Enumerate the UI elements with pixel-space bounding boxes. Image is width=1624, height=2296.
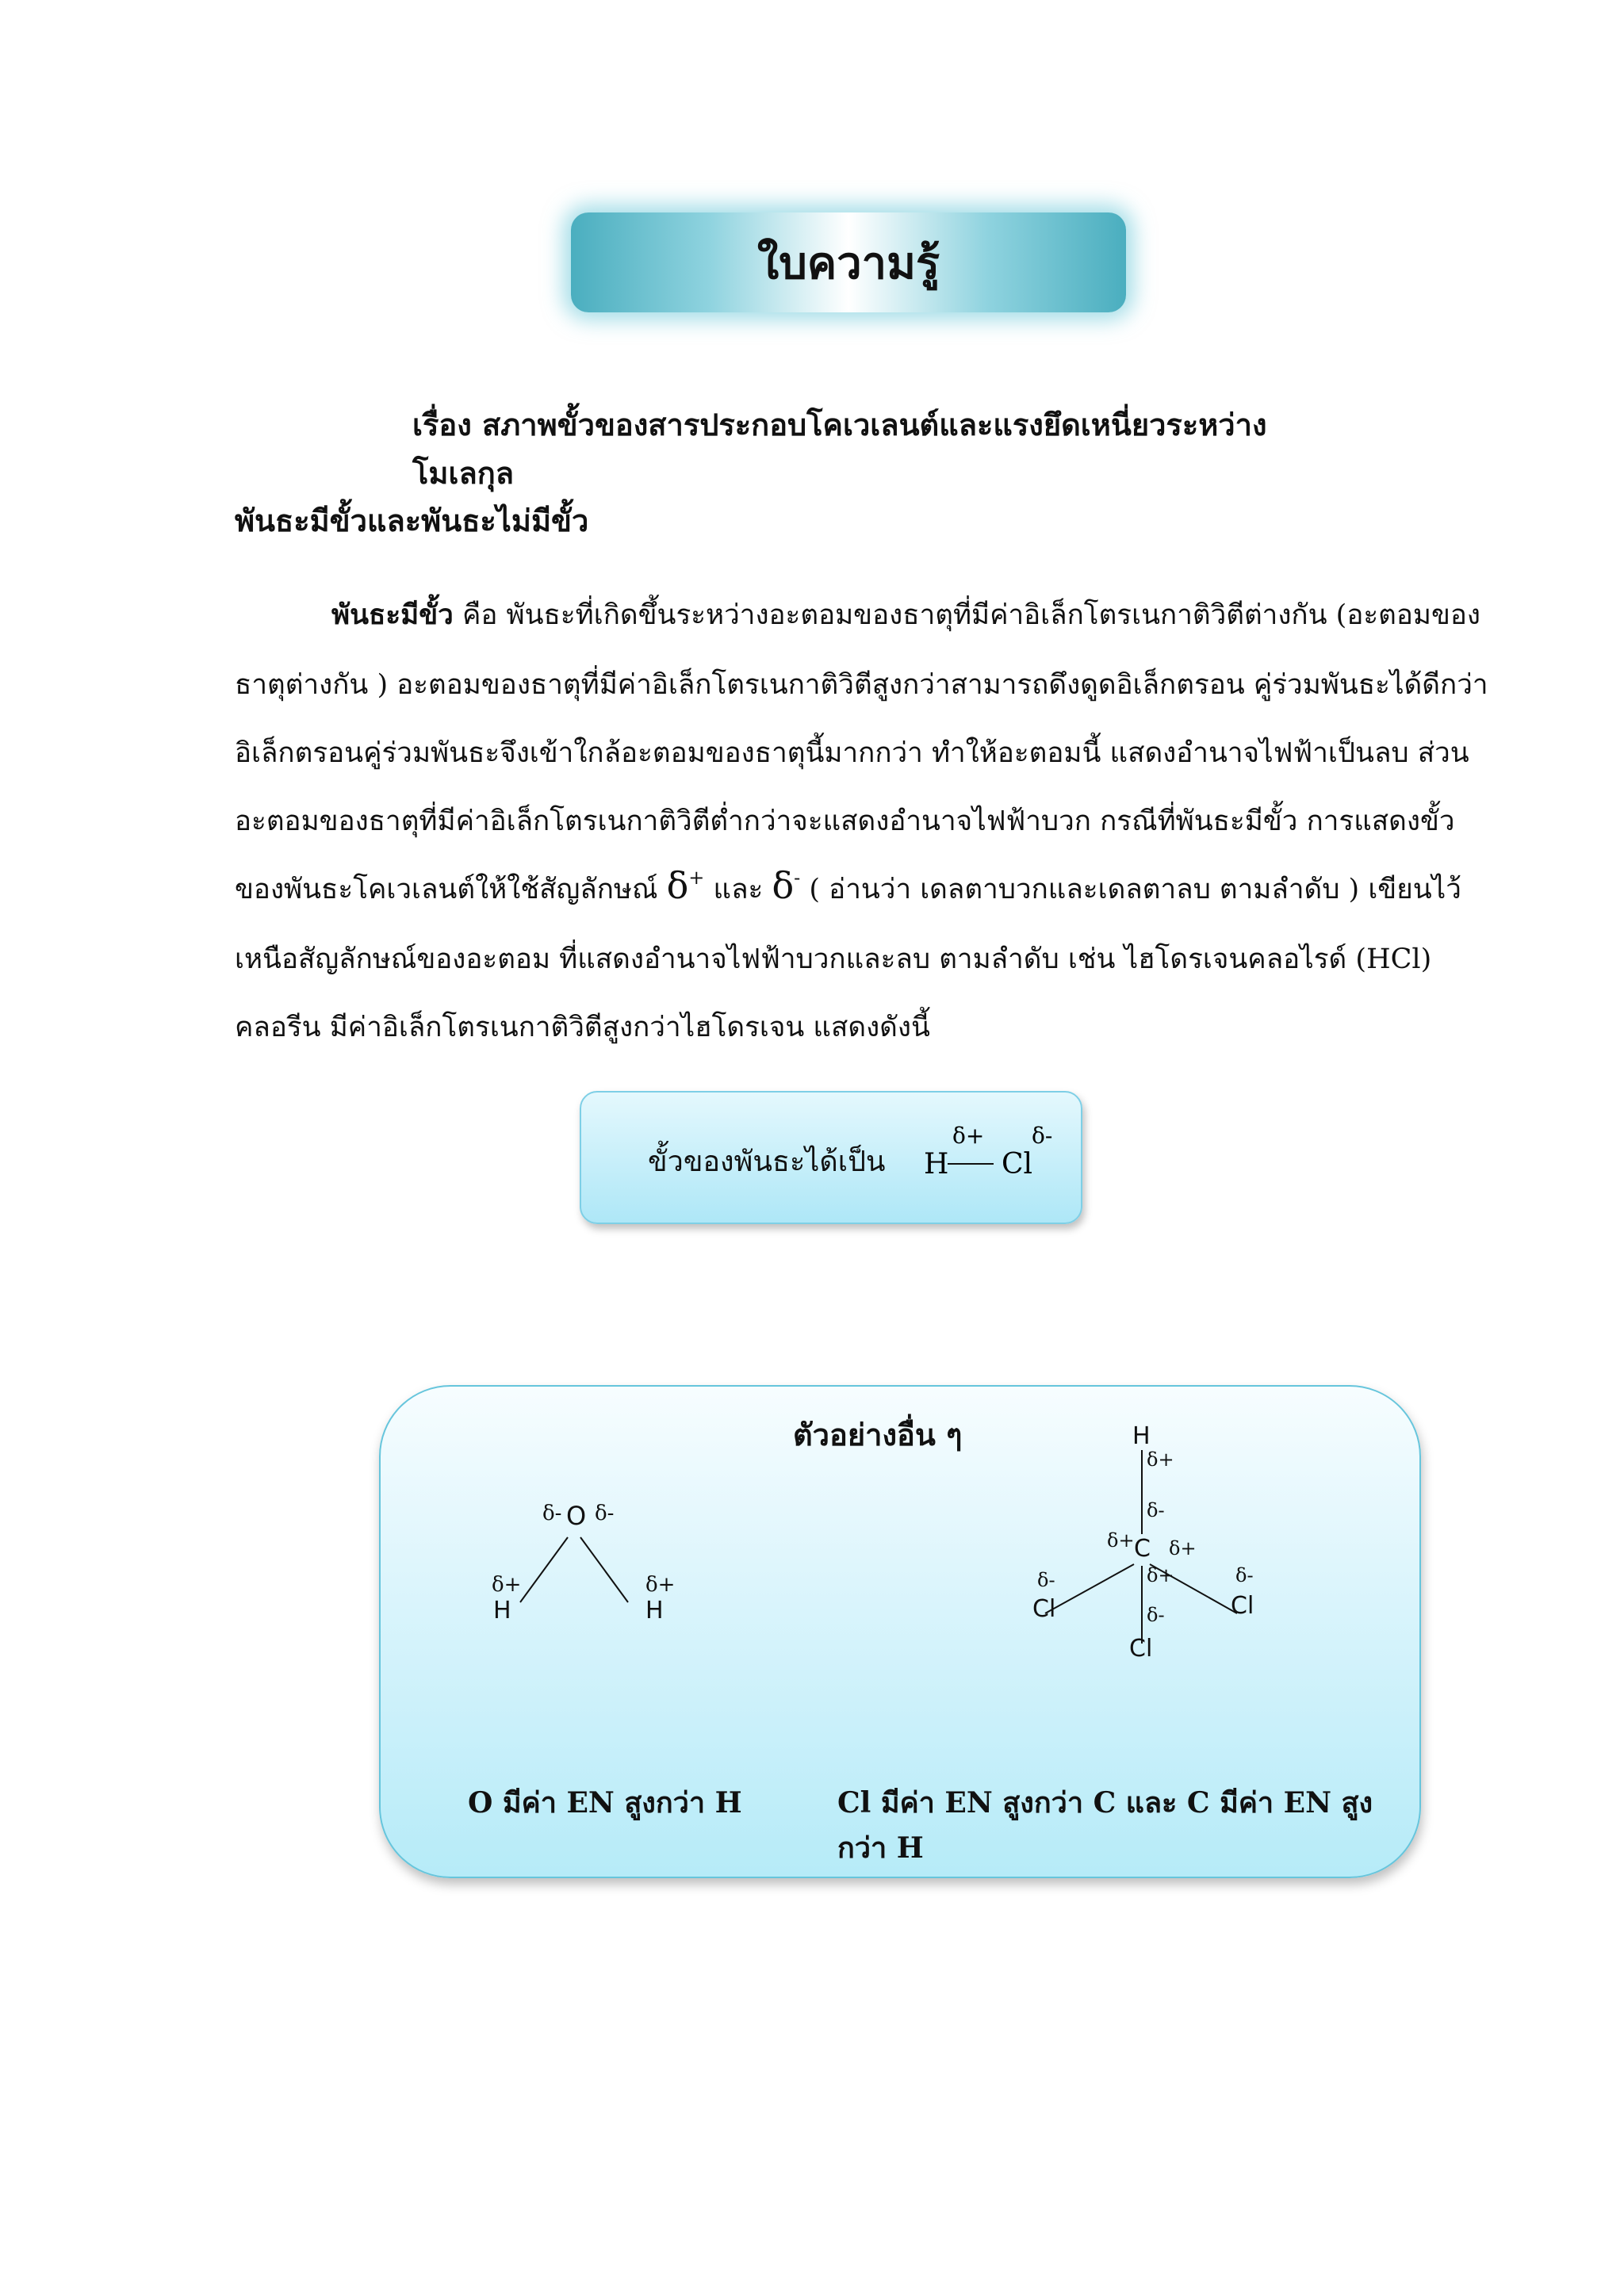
paragraph-line-5 [235,864,1461,911]
hcl-cl-atom: Cl [1002,1148,1033,1181]
bond-polarity-box [580,1091,1082,1224]
hcl-bond-diagram [581,1093,1081,1223]
chcl3-h-atom: H [1132,1422,1151,1450]
delta-symbol: δ [772,864,795,907]
hcl-cl-charge: δ- [1032,1123,1053,1149]
delta-symbol: δ [666,864,689,907]
water-bond-left [520,1537,568,1602]
hcl-h-atom: H [924,1148,949,1181]
chcl3-c-charge-right: δ+ [1169,1537,1197,1559]
plus-sign: + [688,867,705,889]
chcl3-bond-cl-left [1045,1564,1134,1613]
chcl3-c-charge-left: δ+ [1107,1529,1135,1552]
chcl3-cl-left-atom: Cl [1032,1595,1056,1623]
subject-heading: เรื่อง สภาพขั้วของสารประกอบโคเวเลนต์และแรงยึดเหนี่ยวระหว่างโมเลกุล [412,407,1267,491]
paragraph-line-5-and: และ [704,874,772,905]
chcl3-cl-bottom-charge: δ- [1147,1604,1165,1626]
paragraph-line-5-end: ( อ่านว่า เดลตาบวกและเดลตาลบ ตามลำดับ ) เขียนไว้ [800,874,1461,905]
minus-sign: - [794,867,801,889]
examples-box [379,1385,1421,1878]
chcl3-cl-right-charge: δ- [1235,1564,1254,1586]
water-o-charge-right: δ- [595,1502,615,1525]
chcl3-cl-bottom-atom: Cl [1129,1635,1153,1663]
bond-polarity-label: ขั้วของพันธะได้เป็น [648,1146,886,1178]
water-h-right-atom: H [645,1597,664,1624]
paragraph-line-7: คลอรีน มีค่าอิเล็กโตรเนกาติวิตีสูงกว่าไฮโดรเจน แสดงดังนี้ [235,1012,930,1043]
hcl-h-charge: δ+ [952,1123,985,1149]
paragraph-line-4: อะตอมของธาตุที่มีค่าอิเล็กโตรเนกาติวิตีต่ำกว่าจะแสดงอำนาจไฟฟ้าบวก กรณีที่พันธะมีขั้ว การแสดงขั้ว [235,806,1455,837]
water-o-charge-left: δ- [542,1502,562,1525]
paragraph-line-3: อิเล็กตรอนคู่ร่วมพันธะจึงเข้าใกล้อะตอมของธาตุนี้มากกว่า ทำให้อะตอมนี้ แสดงอำนาจไฟฟ้าเป็นลบ ส่วน [235,737,1469,769]
paragraph-line-2: ธาตุต่างกัน ) อะตอมของธาตุที่มีค่าอิเล็กโตรเนกาติวิตีสูงกว่าสามารถดึงดูดอิเล็กตรอน คู่ร่วมพันธะได้ดีกว่า [235,669,1488,701]
chcl3-c-atom: C [1134,1535,1151,1563]
paragraph-line-1-text: คือ พันธะที่เกิดขึ้นระหว่างอะตอมของธาตุที่มีค่าอิเล็กโตรเนกาติวิตีต่างกัน (อะตอมของ [453,599,1481,631]
chloroform-molecule [1032,1422,1254,1663]
page-title: ใบความรู้ [756,236,940,289]
chcl3-cl-left-charge: δ- [1037,1569,1055,1591]
chcl3-c-charge-bottom: δ+ [1147,1564,1174,1586]
chcl3-h-charge: δ+ [1147,1448,1174,1471]
paragraph-lead-term: พันธะมีขั้ว [331,599,454,631]
water-h-right-charge: δ+ [645,1573,676,1597]
chcl3-c-charge-top: δ- [1147,1499,1165,1521]
examples-title: ตัวอย่างอื่น ๆ [793,1417,963,1452]
water-bond-right [580,1537,628,1602]
water-h-left-charge: δ+ [492,1573,522,1597]
chcl3-cl-right-atom: Cl [1231,1592,1254,1620]
water-h-left-atom: H [493,1597,511,1624]
title-banner [571,212,1126,312]
water-note: O มีค่า EN สูงกว่า H [468,1786,742,1820]
paragraph-line-5-start: ของพันธะโคเวเลนต์ให้ใช้สัญลักษณ์ [235,874,667,905]
section-heading: พันธะมีขั้วและพันธะไม่มีขั้ว [235,503,589,538]
water-molecule [492,1501,675,1624]
chloroform-note: Cl มีค่า EN สูงกว่า C และ C มีค่า EN สูงกว่า H [837,1786,1373,1865]
paragraph-line-1 [331,593,1480,637]
paragraph-line-6: เหนือสัญลักษณ์ของอะตอม ที่แสดงอำนาจไฟฟ้าบวกและลบ ตามลำดับ เช่น ไฮโดรเจนคลอไรด์ (HCl) [235,943,1432,975]
water-o-atom: O [566,1501,587,1531]
